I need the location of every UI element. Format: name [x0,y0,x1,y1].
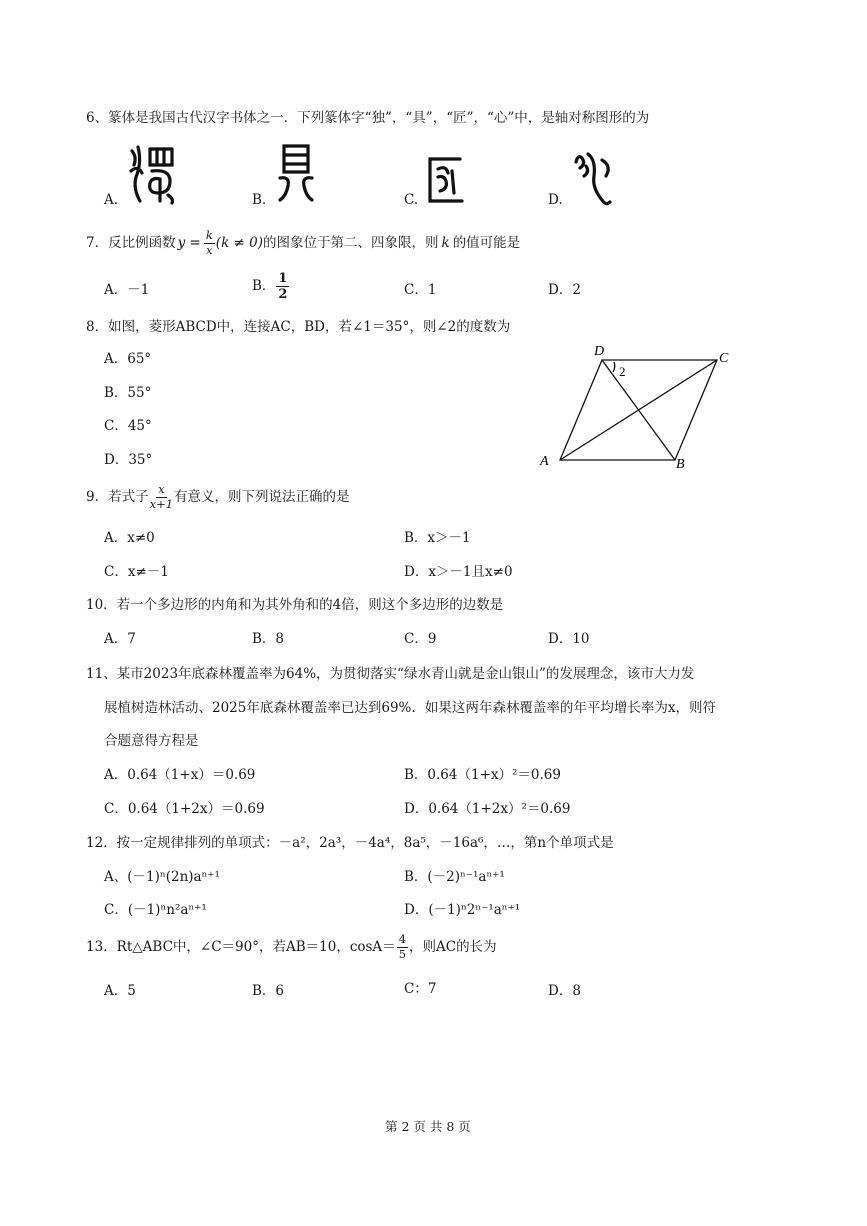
rhombus-figure [530,340,750,475]
q10-option-d: D．10 [548,631,590,647]
q7-fraction-numerator: k [205,228,213,242]
q11-option-d: D．0.64（1+2x）²＝0.69 [404,801,571,817]
q7-post-text-2: 的值可能是 [452,234,521,251]
question-8-stem: 8．如图，菱形ABCD中，连接AC，BD，若∠1＝35°，则∠2的度数为 [86,319,511,335]
q12-option-a: A、(－1)ⁿ(2n)aⁿ⁺¹ [104,869,220,885]
seal-character-ju-image [276,142,316,204]
seal-character-du-image [128,143,178,205]
question-11-line-1: 11、某市2023年底森林覆盖率为64%，为贯彻落实“绿水青山就是金山银山”的发展理念，该市大力发 [86,666,695,682]
q13-option-d: D．8 [548,983,581,999]
q9-pre-text: 9．若式子 [86,488,149,505]
q12-option-d: D．(－1)ⁿ2ⁿ⁻¹aⁿ⁺¹ [404,902,521,918]
q13-fraction [397,934,408,960]
q7-number: 7． [86,234,109,251]
seal-character-xin-image [572,150,614,208]
q13-pre-text: 13．Rt△ABC中，∠C＝90°，若AB＝10，cosA＝ [86,938,396,955]
q13-option-b: B．6 [252,983,285,999]
page-footer: 第 2 页 共 8 页 [385,1119,471,1134]
q11-option-c: C．0.64（1+2x）＝0.69 [104,801,265,817]
angle-2-arc [613,362,615,372]
q7-option-b-label: B． [252,277,276,294]
q6-option-a: A. [104,192,119,208]
q9-post-text: 有意义，则下列说法正确的是 [174,488,350,505]
q9-option-a: A．x≠0 [104,530,155,546]
question-7-stem [86,230,520,256]
q8-option-d: D．35° [104,452,153,468]
q7-option-d: D．2 [548,282,581,298]
q11-option-b: B．0.64（1+x）²＝0.69 [404,767,561,783]
q13-option-a: A．5 [104,983,136,999]
question-12-stem: 12．按一定规律排列的单项式：－a²，2a³，－4a⁴，8a⁵，－16a⁶，…，第n个单项式是 [86,835,614,851]
q10-option-b: B．8 [252,631,285,647]
q13-fraction-numerator: 4 [398,932,407,946]
seal-character-jiang-image [424,155,464,207]
q7-post-text: 的图象位于第二、四象限，则 [263,234,439,251]
q7-option-a: A．－1 [104,282,150,298]
q9-option-b: B．x＞－1 [404,530,471,546]
q11-option-a: A．0.64（1+x）＝0.69 [104,767,256,783]
question-11-line-2: 展植树造林活动、2025年底森林覆盖率已达到69%．如果这两年森林覆盖率的年平均增长率为x，则符 [104,700,716,716]
q7-option-b-denominator: 2 [278,287,288,302]
q7-fraction-denominator: x [206,242,213,257]
q10-option-c: C．9 [404,631,437,647]
q6-option-d: D. [548,192,563,208]
q9-fraction-denominator: x+1 [149,496,174,511]
q8-option-c: C．45° [104,418,152,434]
q9-fraction [150,484,173,510]
q7-option-b [252,272,290,301]
q7-pre-text: 反比例函数 [108,234,176,251]
q10-option-a: A．7 [104,631,136,647]
q7-option-c: C．1 [404,282,437,298]
vertex-label-c: C [719,351,729,366]
question-10-stem: 10．若一个多边形的内角和为其外角和的4倍，则这个多边形的边数是 [86,597,504,613]
vertex-label-d: D [594,344,605,359]
vertex-label-a: A [540,454,549,469]
q12-option-b: B．(－2)ⁿ⁻¹aⁿ⁺¹ [404,869,505,885]
q7-variable: k [441,234,450,251]
q6-option-b: B. [252,192,267,208]
vertex-label-b: B [676,457,685,472]
q6-option-c: C. [404,192,419,208]
question-13-stem [86,934,497,960]
q9-fraction-numerator: x [158,482,165,496]
question-11-line-3: 合题意得方程是 [104,733,199,749]
q7-fraction [204,230,215,256]
q7-option-b-fraction [276,272,289,301]
q7-function: y = [177,234,201,251]
q9-option-c: C．x≠－1 [104,564,169,580]
q12-option-c: C．(－1)ⁿn²aⁿ⁺¹ [104,902,207,918]
question-9-stem [86,484,350,510]
q7-option-b-numerator: 1 [278,271,288,286]
diagonal-bd [602,360,675,460]
q13-post-text: ，则AC的长为 [409,938,497,955]
q7-condition: (k ≠ 0) [215,234,263,251]
question-6-stem: 6、篆体是我国古代汉字书体之一．下列篆体字“独”，“具”，“匠”，“心”中，是轴对称图形的为 [86,110,650,126]
q9-option-d: D．x＞－1且x≠0 [404,564,513,580]
q13-fraction-denominator: 5 [398,946,407,961]
q8-option-b: B．55° [104,385,152,401]
q13-option-c: C：7 [404,981,437,997]
angle-label-2: 2 [619,364,626,379]
q8-option-a: A．65° [104,351,152,367]
